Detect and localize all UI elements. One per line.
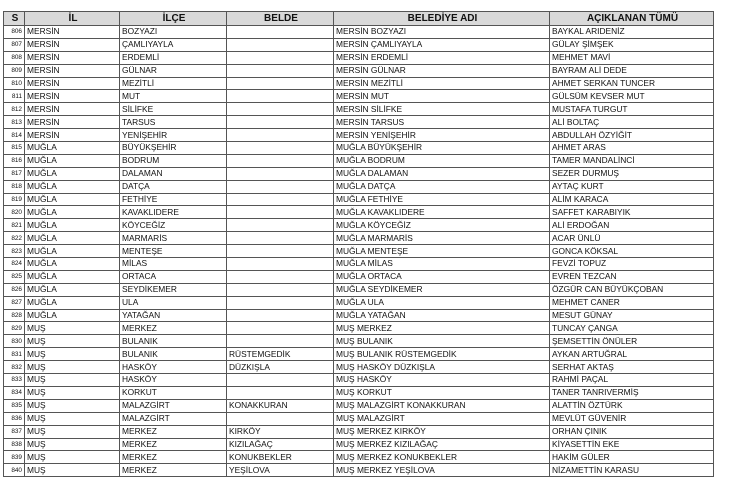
row-number: 807 bbox=[4, 38, 25, 51]
il-cell: MERSİN bbox=[25, 77, 120, 90]
belde-cell bbox=[227, 245, 334, 258]
belediye-adi-cell: MERSİN TARSUS bbox=[334, 116, 550, 129]
row-number: 815 bbox=[4, 142, 25, 155]
belediye-adi-cell: MUŞ MALAZGİRT bbox=[334, 412, 550, 425]
ilce-cell: KORKUT bbox=[120, 386, 227, 399]
belde-cell: KIZILAĞAÇ bbox=[227, 438, 334, 451]
il-cell: MUŞ bbox=[25, 386, 120, 399]
ilce-cell: MUT bbox=[120, 90, 227, 103]
il-cell: MUĞLA bbox=[25, 258, 120, 271]
ilce-cell: SEYDİKEMER bbox=[120, 283, 227, 296]
row-number: 820 bbox=[4, 206, 25, 219]
belediye-adi-cell: MUĞLA ULA bbox=[334, 296, 550, 309]
ilce-cell: MERKEZ bbox=[120, 425, 227, 438]
aciklanan-cell: AYKAN ARTUĞRAL bbox=[550, 348, 714, 361]
row-number: 835 bbox=[4, 399, 25, 412]
il-cell: MUŞ bbox=[25, 335, 120, 348]
il-cell: MERSİN bbox=[25, 103, 120, 116]
belde-cell bbox=[227, 129, 334, 142]
il-cell: MUŞ bbox=[25, 451, 120, 464]
ilce-cell: HASKÖY bbox=[120, 361, 227, 374]
belediye-adi-cell: MERSİN MEZİTLİ bbox=[334, 77, 550, 90]
aciklanan-cell: NİZAMETTİN KARASU bbox=[550, 464, 714, 477]
aciklanan-cell: MEVLÜT GÜVENİR bbox=[550, 412, 714, 425]
aciklanan-cell: AYTAÇ KURT bbox=[550, 180, 714, 193]
table-row bbox=[4, 245, 714, 258]
table-row bbox=[4, 26, 714, 39]
il-cell: MUŞ bbox=[25, 399, 120, 412]
il-cell: MUĞLA bbox=[25, 142, 120, 155]
table-row bbox=[4, 348, 714, 361]
row-number: 829 bbox=[4, 322, 25, 335]
ilce-cell: GÜLNAR bbox=[120, 64, 227, 77]
ilce-cell: BULANIK bbox=[120, 348, 227, 361]
aciklanan-cell: ALİ BOLTAÇ bbox=[550, 116, 714, 129]
belediye-adi-cell: MERSİN GÜLNAR bbox=[334, 64, 550, 77]
aciklanan-cell: ABDULLAH ÖZYİĞİT bbox=[550, 129, 714, 142]
table-row bbox=[4, 103, 714, 116]
il-cell: MUĞLA bbox=[25, 206, 120, 219]
ilce-cell: ERDEMLİ bbox=[120, 51, 227, 64]
table-row bbox=[4, 309, 714, 322]
belediye-adi-cell: MUŞ MALAZGİRT KONAKKURAN bbox=[334, 399, 550, 412]
header-s: S bbox=[4, 12, 25, 26]
belde-cell bbox=[227, 103, 334, 116]
table-row bbox=[4, 438, 714, 451]
ilce-cell: BOZYAZI bbox=[120, 26, 227, 39]
table-row bbox=[4, 283, 714, 296]
table-row bbox=[4, 193, 714, 206]
ilce-cell: ÇAMLIYAYLA bbox=[120, 38, 227, 51]
aciklanan-cell: GONCA KÖKSAL bbox=[550, 245, 714, 258]
aciklanan-cell: AHMET SERKAN TUNCER bbox=[550, 77, 714, 90]
results-sheet bbox=[3, 11, 714, 477]
il-cell: MUĞLA bbox=[25, 193, 120, 206]
aciklanan-cell: GÜLAY ŞİMŞEK bbox=[550, 38, 714, 51]
aciklanan-cell: MEHMET MAVİ bbox=[550, 51, 714, 64]
il-cell: MERSİN bbox=[25, 64, 120, 77]
il-cell: MUŞ bbox=[25, 348, 120, 361]
table-row bbox=[4, 232, 714, 245]
belde-cell bbox=[227, 64, 334, 77]
il-cell: MUĞLA bbox=[25, 180, 120, 193]
row-number: 818 bbox=[4, 180, 25, 193]
belediye-adi-cell: MUŞ BULANIK bbox=[334, 335, 550, 348]
belediye-adi-cell: MUĞLA MARMARİS bbox=[334, 232, 550, 245]
belde-cell bbox=[227, 77, 334, 90]
row-number: 816 bbox=[4, 154, 25, 167]
belde-cell bbox=[227, 206, 334, 219]
table-row bbox=[4, 451, 714, 464]
table-row bbox=[4, 361, 714, 374]
row-number: 822 bbox=[4, 232, 25, 245]
table-row bbox=[4, 206, 714, 219]
ilce-cell: HASKÖY bbox=[120, 374, 227, 387]
il-cell: MUŞ bbox=[25, 374, 120, 387]
ilce-cell: KÖYCEĞİZ bbox=[120, 219, 227, 232]
belediye-adi-cell: MERSİN YENİŞEHİR bbox=[334, 129, 550, 142]
aciklanan-cell: MEHMET CANER bbox=[550, 296, 714, 309]
belde-cell: KONUKBEKLER bbox=[227, 451, 334, 464]
aciklanan-cell: SERHAT AKTAŞ bbox=[550, 361, 714, 374]
il-cell: MUĞLA bbox=[25, 270, 120, 283]
table-row bbox=[4, 464, 714, 477]
belediye-adi-cell: MUŞ MERKEZ KIRKÖY bbox=[334, 425, 550, 438]
belediye-adi-cell: MUĞLA BODRUM bbox=[334, 154, 550, 167]
table-row bbox=[4, 219, 714, 232]
il-cell: MERSİN bbox=[25, 90, 120, 103]
header-row bbox=[4, 12, 714, 26]
row-number: 840 bbox=[4, 464, 25, 477]
row-number: 817 bbox=[4, 167, 25, 180]
row-number: 806 bbox=[4, 26, 25, 39]
ilce-cell: ULA bbox=[120, 296, 227, 309]
table-row bbox=[4, 90, 714, 103]
aciklanan-cell: BAYRAM ALİ DEDE bbox=[550, 64, 714, 77]
aciklanan-cell: KİYASETTİN EKE bbox=[550, 438, 714, 451]
table-row bbox=[4, 38, 714, 51]
belediye-adi-cell: MERSİN MUT bbox=[334, 90, 550, 103]
row-number: 830 bbox=[4, 335, 25, 348]
ilce-cell: ORTACA bbox=[120, 270, 227, 283]
table-row bbox=[4, 64, 714, 77]
header-belde: BELDE bbox=[227, 12, 334, 26]
belde-cell bbox=[227, 296, 334, 309]
aciklanan-cell: ALİ ERDOĞAN bbox=[550, 219, 714, 232]
il-cell: MUĞLA bbox=[25, 296, 120, 309]
row-number: 819 bbox=[4, 193, 25, 206]
row-number: 821 bbox=[4, 219, 25, 232]
aciklanan-cell: GÜLSÜM KEVSER MUT bbox=[550, 90, 714, 103]
belde-cell bbox=[227, 193, 334, 206]
aciklanan-cell: SEZER DURMUŞ bbox=[550, 167, 714, 180]
ilce-cell: MENTEŞE bbox=[120, 245, 227, 258]
row-number: 828 bbox=[4, 309, 25, 322]
header-ilce: İLÇE bbox=[120, 12, 227, 26]
row-number: 827 bbox=[4, 296, 25, 309]
il-cell: MUŞ bbox=[25, 425, 120, 438]
table-row bbox=[4, 399, 714, 412]
belediye-adi-cell: MUĞLA FETHİYE bbox=[334, 193, 550, 206]
table-row bbox=[4, 322, 714, 335]
row-number: 824 bbox=[4, 258, 25, 271]
header-aciklanan-tumu: AÇIKLANAN TÜMÜ bbox=[550, 12, 714, 26]
il-cell: MERSİN bbox=[25, 26, 120, 39]
aciklanan-cell: RAHMİ PAÇAL bbox=[550, 374, 714, 387]
row-number: 825 bbox=[4, 270, 25, 283]
ilce-cell: BULANIK bbox=[120, 335, 227, 348]
ilce-cell: MERKEZ bbox=[120, 464, 227, 477]
ilce-cell: YENİŞEHİR bbox=[120, 129, 227, 142]
ilce-cell: MALAZGİRT bbox=[120, 399, 227, 412]
belde-cell: KONAKKURAN bbox=[227, 399, 334, 412]
ilce-cell: MEZİTLİ bbox=[120, 77, 227, 90]
aciklanan-cell: MUSTAFA TURGUT bbox=[550, 103, 714, 116]
aciklanan-cell: ÖZGÜR CAN BÜYÜKÇOBAN bbox=[550, 283, 714, 296]
belediye-adi-cell: MUĞLA YATAĞAN bbox=[334, 309, 550, 322]
belediye-adi-cell: MUŞ HASKÖY bbox=[334, 374, 550, 387]
ilce-cell: SİLİFKE bbox=[120, 103, 227, 116]
il-cell: MUĞLA bbox=[25, 232, 120, 245]
belde-cell bbox=[227, 142, 334, 155]
belde-cell bbox=[227, 51, 334, 64]
belde-cell: DÜZKIŞLA bbox=[227, 361, 334, 374]
belde-cell bbox=[227, 167, 334, 180]
belediye-adi-cell: MUŞ MERKEZ KIZILAĞAÇ bbox=[334, 438, 550, 451]
il-cell: MUĞLA bbox=[25, 154, 120, 167]
il-cell: MUŞ bbox=[25, 464, 120, 477]
ilce-cell: BODRUM bbox=[120, 154, 227, 167]
belediye-adi-cell: MUĞLA DATÇA bbox=[334, 180, 550, 193]
table-row bbox=[4, 258, 714, 271]
belediye-adi-cell: MUŞ BULANIK RÜSTEMGEDİK bbox=[334, 348, 550, 361]
ilce-cell: MERKEZ bbox=[120, 451, 227, 464]
ilce-cell: FETHİYE bbox=[120, 193, 227, 206]
aciklanan-cell: SAFFET KARABIYIK bbox=[550, 206, 714, 219]
il-cell: MUĞLA bbox=[25, 219, 120, 232]
belediye-adi-cell: MUŞ MERKEZ bbox=[334, 322, 550, 335]
belde-cell: RÜSTEMGEDİK bbox=[227, 348, 334, 361]
belediye-adi-cell: MERSİN BOZYAZI bbox=[334, 26, 550, 39]
row-number: 812 bbox=[4, 103, 25, 116]
aciklanan-cell: ORHAN ÇINIK bbox=[550, 425, 714, 438]
belediye-adi-cell: MERSİN ERDEMLİ bbox=[334, 51, 550, 64]
il-cell: MUĞLA bbox=[25, 309, 120, 322]
belediye-adi-cell: MUĞLA MENTEŞE bbox=[334, 245, 550, 258]
belediye-adi-cell: MUĞLA KAVAKLIDERE bbox=[334, 206, 550, 219]
il-cell: MERSİN bbox=[25, 38, 120, 51]
table-row bbox=[4, 77, 714, 90]
il-cell: MUŞ bbox=[25, 361, 120, 374]
table-row bbox=[4, 270, 714, 283]
belde-cell bbox=[227, 283, 334, 296]
belde-cell: YEŞİLOVA bbox=[227, 464, 334, 477]
belediye-adi-cell: MUĞLA MİLAS bbox=[334, 258, 550, 271]
aciklanan-cell: TAMER MANDALİNCİ bbox=[550, 154, 714, 167]
ilce-cell: MERKEZ bbox=[120, 322, 227, 335]
ilce-cell: BÜYÜKŞEHİR bbox=[120, 142, 227, 155]
belde-cell bbox=[227, 258, 334, 271]
table-row bbox=[4, 335, 714, 348]
belde-cell bbox=[227, 412, 334, 425]
aciklanan-cell: ACAR ÜNLÜ bbox=[550, 232, 714, 245]
row-number: 811 bbox=[4, 90, 25, 103]
ilce-cell: MARMARİS bbox=[120, 232, 227, 245]
row-number: 832 bbox=[4, 361, 25, 374]
belediye-adi-cell: MUĞLA BÜYÜKŞEHİR bbox=[334, 142, 550, 155]
aciklanan-cell: HAKİM GÜLER bbox=[550, 451, 714, 464]
aciklanan-cell: TANER TANRIVERMİŞ bbox=[550, 386, 714, 399]
il-cell: MUŞ bbox=[25, 322, 120, 335]
belediye-adi-cell: MUŞ HASKÖY DÜZKIŞLA bbox=[334, 361, 550, 374]
belde-cell bbox=[227, 374, 334, 387]
ilce-cell: MALAZGİRT bbox=[120, 412, 227, 425]
table-body bbox=[4, 26, 714, 477]
aciklanan-cell: MESUT GÜNAY bbox=[550, 309, 714, 322]
aciklanan-cell: FEVZİ TOPUZ bbox=[550, 258, 714, 271]
row-number: 834 bbox=[4, 386, 25, 399]
aciklanan-cell: AHMET ARAS bbox=[550, 142, 714, 155]
belediye-adi-cell: MUŞ KORKUT bbox=[334, 386, 550, 399]
il-cell: MUĞLA bbox=[25, 283, 120, 296]
il-cell: MUĞLA bbox=[25, 167, 120, 180]
row-number: 826 bbox=[4, 283, 25, 296]
belediye-adi-cell: MUĞLA DALAMAN bbox=[334, 167, 550, 180]
il-cell: MUŞ bbox=[25, 438, 120, 451]
table-row bbox=[4, 154, 714, 167]
row-number: 837 bbox=[4, 425, 25, 438]
table-row bbox=[4, 167, 714, 180]
belde-cell bbox=[227, 232, 334, 245]
belde-cell: KIRKÖY bbox=[227, 425, 334, 438]
belde-cell bbox=[227, 386, 334, 399]
aciklanan-cell: TUNCAY ÇANGA bbox=[550, 322, 714, 335]
belde-cell bbox=[227, 90, 334, 103]
ilce-cell: MERKEZ bbox=[120, 438, 227, 451]
row-number: 839 bbox=[4, 451, 25, 464]
belde-cell bbox=[227, 335, 334, 348]
row-number: 823 bbox=[4, 245, 25, 258]
row-number: 810 bbox=[4, 77, 25, 90]
ilce-cell: DALAMAN bbox=[120, 167, 227, 180]
il-cell: MERSİN bbox=[25, 116, 120, 129]
header-il: İL bbox=[25, 12, 120, 26]
belde-cell bbox=[227, 26, 334, 39]
belde-cell bbox=[227, 180, 334, 193]
belde-cell bbox=[227, 154, 334, 167]
belde-cell bbox=[227, 309, 334, 322]
table-row bbox=[4, 296, 714, 309]
table-row bbox=[4, 142, 714, 155]
row-number: 833 bbox=[4, 374, 25, 387]
belediye-adi-cell: MUĞLA KÖYCEĞİZ bbox=[334, 219, 550, 232]
belediye-adi-cell: MUŞ MERKEZ KONUKBEKLER bbox=[334, 451, 550, 464]
aciklanan-cell: ALATTİN ÖZTÜRK bbox=[550, 399, 714, 412]
header-belediye-adi: BELEDİYE ADI bbox=[334, 12, 550, 26]
table-row bbox=[4, 51, 714, 64]
belde-cell bbox=[227, 38, 334, 51]
table-row bbox=[4, 180, 714, 193]
il-cell: MERSİN bbox=[25, 129, 120, 142]
belediye-adi-cell: MERSİN SİLİFKE bbox=[334, 103, 550, 116]
belediye-adi-cell: MUĞLA SEYDİKEMER bbox=[334, 283, 550, 296]
row-number: 831 bbox=[4, 348, 25, 361]
ilce-cell: DATÇA bbox=[120, 180, 227, 193]
row-number: 808 bbox=[4, 51, 25, 64]
aciklanan-cell: EVREN TEZCAN bbox=[550, 270, 714, 283]
belde-cell bbox=[227, 322, 334, 335]
row-number: 836 bbox=[4, 412, 25, 425]
aciklanan-cell: ŞEMSETTİN ÖNÜLER bbox=[550, 335, 714, 348]
ilce-cell: TARSUS bbox=[120, 116, 227, 129]
aciklanan-cell: BAYKAL ARIDENİZ bbox=[550, 26, 714, 39]
row-number: 838 bbox=[4, 438, 25, 451]
il-cell: MUĞLA bbox=[25, 245, 120, 258]
belediye-adi-cell: MUĞLA ORTACA bbox=[334, 270, 550, 283]
mayors-table bbox=[3, 11, 714, 477]
table-row bbox=[4, 116, 714, 129]
row-number: 813 bbox=[4, 116, 25, 129]
belde-cell bbox=[227, 270, 334, 283]
table-row bbox=[4, 386, 714, 399]
row-number: 814 bbox=[4, 129, 25, 142]
aciklanan-cell: ALİM KARACA bbox=[550, 193, 714, 206]
belde-cell bbox=[227, 116, 334, 129]
belde-cell bbox=[227, 219, 334, 232]
belediye-adi-cell: MERSİN ÇAMLIYAYLA bbox=[334, 38, 550, 51]
table-row bbox=[4, 374, 714, 387]
row-number: 809 bbox=[4, 64, 25, 77]
ilce-cell: KAVAKLIDERE bbox=[120, 206, 227, 219]
belediye-adi-cell: MUŞ MERKEZ YEŞİLOVA bbox=[334, 464, 550, 477]
table-row bbox=[4, 425, 714, 438]
il-cell: MERSİN bbox=[25, 51, 120, 64]
ilce-cell: YATAĞAN bbox=[120, 309, 227, 322]
ilce-cell: MİLAS bbox=[120, 258, 227, 271]
il-cell: MUŞ bbox=[25, 412, 120, 425]
table-row bbox=[4, 129, 714, 142]
table-row bbox=[4, 412, 714, 425]
